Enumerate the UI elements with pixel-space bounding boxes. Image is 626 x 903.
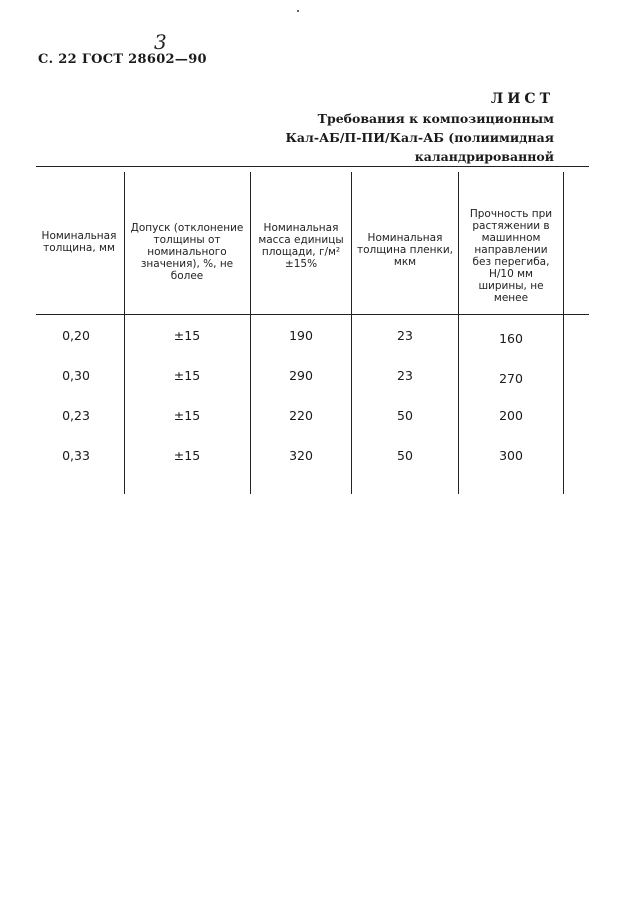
- mass-cell: 190: [289, 328, 313, 343]
- column-header: Прочность при растяжении в машинном направлении без перегиба, Н/10 мм ширины, не менее: [469, 208, 553, 304]
- table-row: [36, 328, 563, 348]
- table-row: [36, 448, 563, 468]
- tolerance-cell: ±15: [173, 368, 201, 383]
- thickness-cell: 0,30: [62, 368, 90, 383]
- mass-cell: 290: [289, 368, 313, 383]
- thickness-cell: 0,23: [62, 408, 90, 423]
- table-row: [36, 368, 563, 388]
- film-thickness-cell: 50: [397, 408, 413, 423]
- handwritten-page-mark: 3: [154, 30, 167, 54]
- table-header-rule: [36, 314, 589, 315]
- sheet-title: ЛИСТ: [490, 91, 554, 107]
- tolerance-cell: ±15: [173, 328, 201, 343]
- sheet-title-block: [286, 90, 554, 166]
- column-header: Номинальная толщина пленки, мкм: [356, 232, 453, 268]
- title-line-2: Кал-АБ/П-ПИ/Кал-АБ (полиимидная: [285, 130, 554, 145]
- column-header: Допуск (отклонение толщины от номинального значения), %, не более: [130, 222, 244, 282]
- table-row: [36, 408, 563, 428]
- thickness-cell: 0,33: [62, 448, 90, 463]
- thickness-cell: 0,20: [62, 328, 90, 343]
- title-line-3: каландрированной: [414, 149, 554, 164]
- tolerance-cell: ±15: [173, 408, 201, 423]
- column-header: Номинальная масса единицы площади, г/м² ±15%: [258, 222, 344, 270]
- film-thickness-cell: 23: [397, 328, 413, 343]
- tensile-strength-cell: 200: [499, 408, 523, 423]
- stray-dot: [297, 10, 299, 12]
- column-divider: [563, 172, 564, 494]
- film-thickness-cell: 50: [397, 448, 413, 463]
- tensile-strength-cell: 160: [499, 331, 523, 346]
- mass-cell: 220: [289, 408, 313, 423]
- mass-cell: 320: [289, 448, 313, 463]
- column-header: Номинальная толщина, мм: [41, 230, 117, 254]
- tolerance-cell: ±15: [173, 448, 201, 463]
- tensile-strength-cell: 270: [499, 371, 523, 386]
- tensile-strength-cell: 300: [499, 448, 523, 463]
- table-top-rule: [36, 166, 589, 167]
- page-code: С. 22 ГОСТ 28602—90: [38, 52, 207, 67]
- film-thickness-cell: 23: [397, 368, 413, 383]
- title-line-1: Требования к композиционным: [317, 111, 554, 126]
